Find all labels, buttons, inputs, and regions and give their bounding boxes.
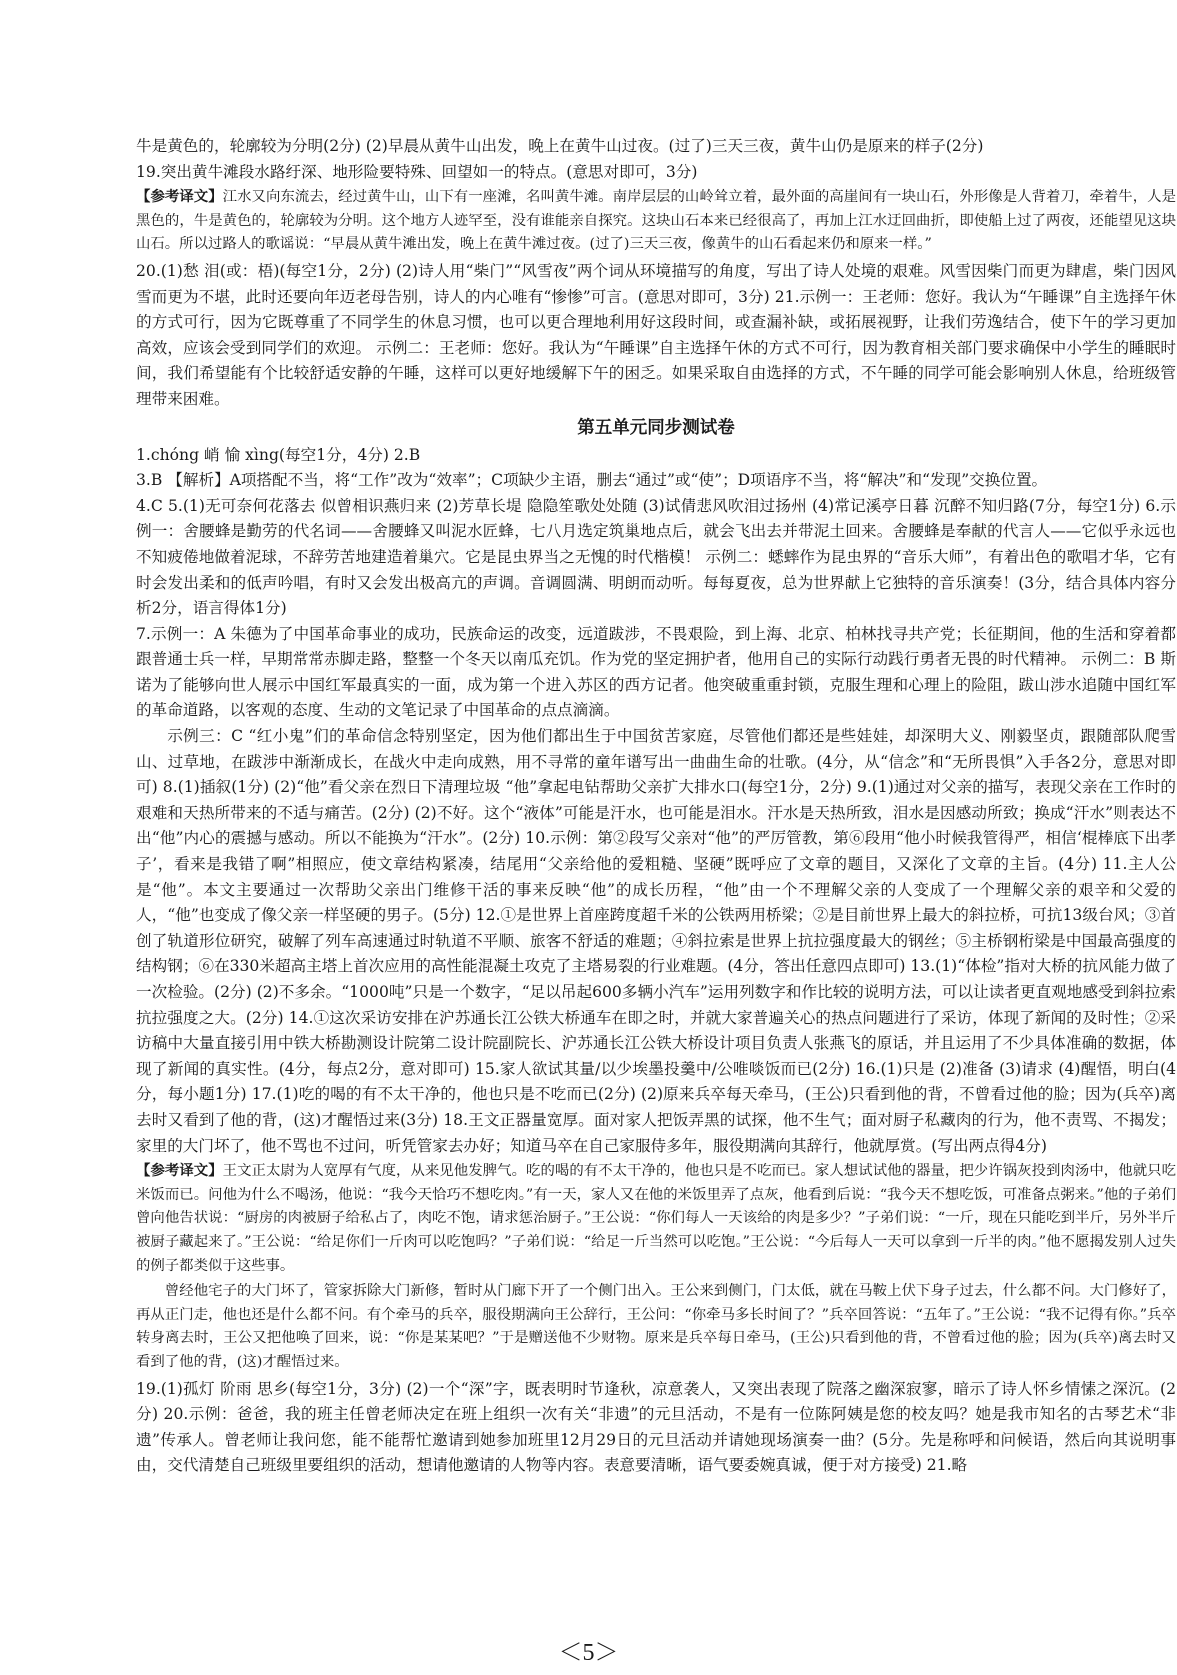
answer-7: 7.示例一：A 朱德为了中国革命事业的成功，民族命运的改变，远道跋涉，不畏艰险，到上海、北京、柏林找寻共产党；长征期间，他的生活和穿着都跟普通士兵一样，早期常常赤脚走路，整整一个冬天以南瓜充饥。作为党的坚定拥护者，他用自己的实际行动践行勇者无畏的时代精神。 示例二：B 斯诺为了能够向世人展示中国红军最真实的一面，成为第一个进入苏区的西方记者。他突破重重封锁，克服生理和心理上的险阻，跋山涉水追随中国红军的革命道路，以客观的态度、生动的文笔记录了中国革命的点点滴滴。 — [136, 624, 1176, 720]
translation-text: 江水又向东流去，经过黄牛山，山下有一座滩，名叫黄牛滩。南岸层层的山岭耸立着，最外面的高崖间有一块山石，外形像是人背着刀，牵着牛，人是黑色的，牛是黄色的，轮廓较为分明。这个地方人迹罕至，没有谁能亲自探究。这块山石本来已经很高了，再加上江水迂回曲折，即使船上过了两夜，还能望见这块山石。所以过路人的歌谣说：“早晨从黄牛滩出发，晚上在黄牛滩过夜。(过了)三天三夜，像黄牛的山石看起来仍和原来一样。” — [136, 189, 1176, 253]
answer-19-21: 19.(1)孤灯 阶雨 思乡(每空1分，3分) (2)一个“深”字，既表明时节逢秋，凉意袭人，又突出表现了院落之幽深寂寥，暗示了诗人怀乡情愫之深沉。(2分) 20.示例：爸爸，我的班主任曾老师决定在班上组织一次有关“非遗”的元旦活动，不是有一位陈阿姨是您的校友吗？她是我市知名的古琴艺术“非遗”传承人。曾老师让我问您，能不能帮忙邀请到她参加班里12月29日的元旦活动并请她现场演奏一曲？(5分。先是称呼和问候语，然后向其说明事由，交代清楚自己班级里要组织的活动，想请他邀请的人物等内容。表意要清晰，语气要委婉真诚，便于对方接受) 21.略 — [136, 1379, 1176, 1475]
answer-20-21: 20.(1)愁 泪(或：梧)(每空1分，2分) (2)诗人用“柴门”“风雪夜”两个词从环境描写的角度，写出了诗人处境的艰难。风雪因柴门而更为肆虐，柴门因风雪而更为不堪，此时还要向年迈老母告别，诗人的内心唯有“惨惨”可言。(意思对即可，3分) 21.示例一：王老师：您好。我认为“午睡课”自主选择午休的方式可行，因为它既尊重了不同学生的休息习惯，也可以更合理地利用好这段时间，或查漏补缺，或拓展视野，让我们劳逸结合，使下午的学习更加高效，应该会受到同学们的欢迎。 示例二：王老师：您好。我认为“午睡课”自主选择午休的方式不可行，因为教育相关部门要求确保中小学生的睡眠时间，我们希望能有个比较舒适安静的午睡，这样可以更好地缓解下午的困乏。如果采取自由选择的方式，不午睡的同学可能会影响别人休息，给班级管理带来困难。 — [136, 261, 1176, 408]
answer-1-2: 1.chóng 峭 愉 xìng(每空1分，4分) 2.B — [136, 445, 421, 464]
section-title: 第五单元同步测试卷 — [577, 417, 735, 438]
answer-line-18-part: 牛是黄色的，轮廓较为分明(2分) (2)早晨从黄牛山出发，晚上在黄牛山过夜。(过了)三天三夜，黄牛山仍是原来的样子(2分) — [136, 137, 984, 155]
answer-4-6: 4.C 5.(1)无可奈何花落去 似曾相识燕归来 (2)芳草长堤 隐隐笙歌处处随 (3)试倩悲风吹泪过扬州 (4)常记溪亭日暮 沉醉不知归路(7分，每空1分) 6.示例一：舍腰蜂是勤劳的代名词——舍腰蜂又叫泥水匠蜂，七八月选定筑巢地点后，就会飞出去并带泥土回来。舍腰蜂是奉献的代言人——它似乎永远也不知疲倦地做着泥球，不辞劳苦地建造着巢穴。它是昆虫界当之无愧的时代楷模！ 示例二：蟋蟀作为昆虫界的“音乐大师”，有着出色的歌唱才华，它有时会发出柔和的低声吟唱，有时又会发出极高亢的声调。音调圆满、明朗而动听。每每夏夜，总为世界献上它独特的音乐演奏！(3分，结合具体内容分析2分，语言得体1分) — [136, 496, 1176, 618]
translation-text: 王文正太尉为人宽厚有气度，从来见他发脾气。吃的喝的有不太干净的，他也只是不吃而已。家人想试试他的器量，把少许锅灰投到肉汤中，他就只吃米饭而已。问他为什么不喝汤，他说：“我今天恰巧不想吃肉。”有一天，家人又在他的米饭里弄了点灰，他看到后说：“我今天不想吃饭，可准备点粥来。”他的子弟们曾向他告状说：“厨房的肉被厨子给私占了，肉吃不饱，请求惩治厨子。”王公说：“你们每人一天该给的肉是多少？”子弟们说：“一斤，现在只能吃到半斤，另外半斤被厨子藏起来了。”王公说：“给足你们一斤肉可以吃饱吗？”子弟们说：“给足一斤当然可以吃饱。”王公说：“今后每人一天可以拿到一斤半的肉。”他不愿揭发别人过失的例子都类似于这些事。 — [136, 1163, 1176, 1274]
reference-translation-2-part2: 曾经他宅子的大门坏了，管家拆除大门新修，暂时从门廊下开了一个侧门出入。王公来到侧门，门太低，就在马鞍上伏下身子过去，什么都不问。大门修好了，再从正门走，他也还是什么都不问。有个牵马的兵卒，服役期满向王公辞行，王公问：“你牵马多长时间了？”兵卒回答说：“五年了。”王公说：“我不记得有你。”兵卒转身离去时，王公又把他唤了回来，说：“你是某某吧？”于是赠送他不少财物。原来是兵卒每日牵马，(王公)只看到他的背，不曾看过他的脸；因为(兵卒)离去时又看到了他的背，(这)才醒悟过来。 — [136, 1283, 1176, 1370]
reference-translation-2 — [136, 1160, 1176, 1278]
reference-translation-1 — [136, 186, 1176, 257]
answer-19: 19.突出黄牛滩段水路纡深、地形险要特殊、回望如一的特点。(意思对即可，3分) — [136, 162, 698, 181]
answer-7-18: 示例三：C “红小鬼”们的革命信念特别坚定，因为他们都出生于中国贫苦家庭，尽管他们都还是些娃娃，却深明大义、刚毅坚贞，跟随部队爬雪山、过草地，在跋涉中渐渐成长，在战火中走向成熟，用不寻常的童年谱写出一曲曲生命的壮歌。(4分，从“信念”和“无所畏惧”入手各2分，意思对即可) 8.(1)插叙(1分) (2)“他”看父亲在烈日下清理垃圾 “他”拿起电钻帮助父亲扩大排水口(每空1分，2分) 9.(1)通过对父亲的描写，表现父亲在工作时的艰难和天热所带来的不适与痛苦。(2分) (2)不好。这个“液体”可能是汗水，也可能是泪水。汗水是天热所致，泪水是因感动所致；换成“汗水”则表达不出“他”内心的震撼与感动。所以不能换为“汗水”。(2分) 10.示例：第②段写父亲对“他”的严厉管教，第⑥段用“他小时候我管得严，相信‘棍棒底下出孝子’，看来是我错了啊”相照应，使文章结构紧凑，结尾用“父亲给他的爱粗糙、坚硬”既呼应了文章的题目，又深化了文章的主旨。(4分) 11.主人公是“他”。本文主要通过一次帮助父亲出门维修干活的事来反映“他”的成长历程，“他”由一个不理解父亲的人变成了一个理解父亲的艰辛和父爱的人，“他”也变成了像父亲一样坚硬的男子。(5分) 12.①是世界上首座跨度超千米的公铁两用桥梁；②是目前世界上最大的斜拉桥，可抗13级台风；③首创了轨道形位研究，破解了列车高速通过时轨道不平顺、旅客不舒适的难题；④斜拉索是世界上抗拉强度最大的钢丝；⑤主桥钢桁梁是中国最高强度的结构钢；⑥在330米超高主塔上首次应用的高性能混凝土攻克了主塔易裂的行业难题。(4分，答出任意四点即可) 13.(1)“体检”指对大桥的抗风能力做了一次检验。(2分) (2)不多余。“1000吨”只是一个数字，“足以吊起600多辆小汽车”运用列数字和作比较的说明方法，可以让读者更直观地感受到斜拉索抗拉强度之大。(2分) 14.①这次采访安排在沪苏通长江公铁大桥通车在即之时，并就大家普遍关心的热点问题进行了采访，体现了新闻的及时性；②采访稿中大量直接引用中铁大桥勘测设计院第二设计院副院长、沪苏通长江公铁大桥设计项目负责人张燕飞的原话，并且运用了不少具体准确的数据，体现了新闻的真实性。(4分，每点2分，意对即可) 15.家人欲试其量/以少埃墨投羹中/公唯啖饭而已(2分) 16.(1)只是 (2)准备 (3)请求 (4)醒悟，明白(4分，每小题1分) 17.(1)吃的喝的有不太干净的，他也只是不吃而已(2分) (2)原来兵卒每天牵马，(王公)只看到他的背，不曾看过他的脸；因为(兵卒)离去时又看到了他的背，(这)才醒悟过来(3分) 18.王文正器量宽厚。面对家人把饭弄黑的试探，他不生气；面对厨子私藏肉的行为，他不责骂、不揭发；家里的大门坏了，他不骂也不过问，听凭管家去办好；知道马卒在自己家服侍多年，服役期满向其辞行，他就厚赏。(写出两点得4分) — [136, 727, 1176, 1155]
answer-page — [136, 134, 1176, 1479]
page-number: ＜5＞ — [558, 1640, 619, 1666]
translation-tag: 【参考译文】 — [136, 1163, 223, 1180]
answer-3: 3.B 【解析】A项搭配不当，将“工作”改为“效率”；C项缺少主语，删去“通过”或“使”；D项语序不当，将“解决”和“发现”交换位置。 — [136, 471, 1048, 490]
translation-tag: 【参考译文】 — [136, 189, 223, 206]
